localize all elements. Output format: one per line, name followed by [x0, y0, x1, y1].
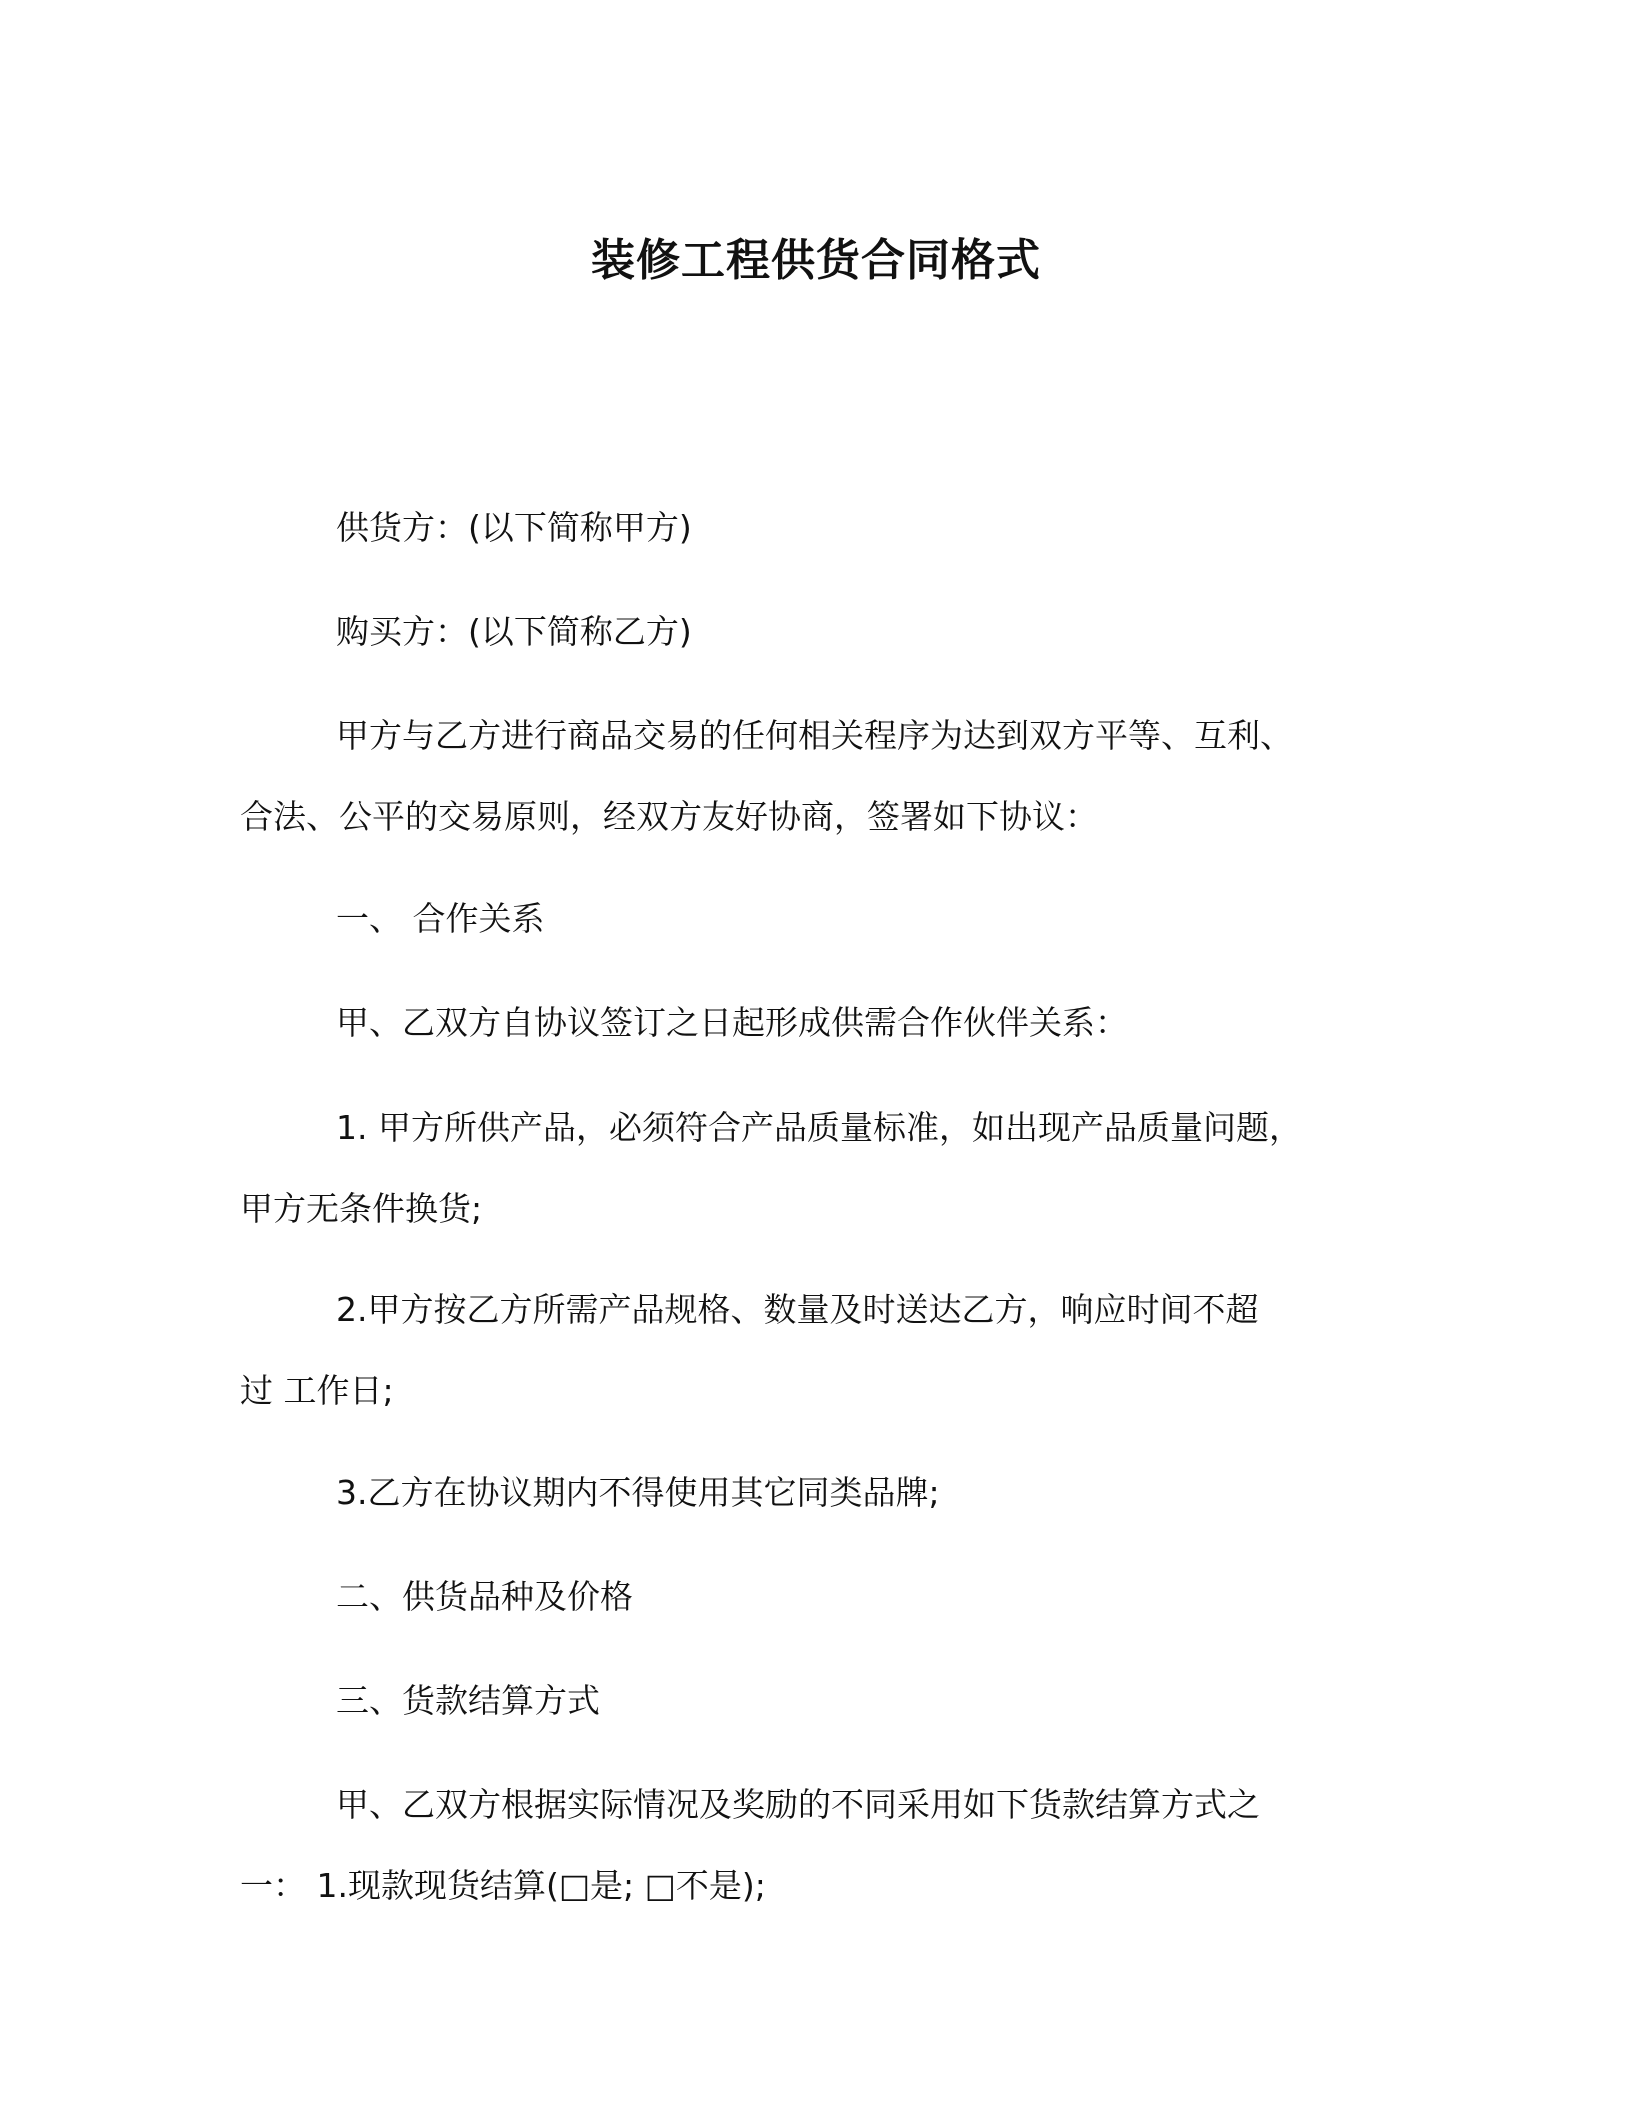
paragraph-line: 购买方：(以下简称乙方) [336, 612, 692, 651]
document-title: 装修工程供货合同格式 [591, 235, 1041, 286]
paragraph-line: 3.乙方在协议期内不得使用其它同类品牌; [336, 1473, 940, 1512]
paragraph-item-3 [240, 1452, 1400, 1533]
paragraph-line: 甲方无条件换货; [240, 1189, 483, 1228]
paragraph-supplier [240, 487, 1400, 568]
paragraph-item-1 [240, 1087, 1400, 1249]
paragraph-line: 甲、乙双方根据实际情况及奖励的不同采用如下货款结算方式之 [336, 1785, 1260, 1824]
paragraph-line: 三、货款结算方式 [336, 1681, 600, 1720]
paragraph-line: 一： 1.现款现货结算(□是; □不是); [240, 1866, 766, 1905]
section-heading-products [240, 1556, 1400, 1637]
paragraph-line: 1. 甲方所供产品，必须符合产品质量标准，如出现产品质量问题， [336, 1108, 1302, 1147]
paragraph-line: 合法、公平的交易原则，经双方友好协商，签署如下协议： [240, 797, 1098, 836]
paragraph-cooperation [240, 982, 1400, 1063]
paragraph-line: 过 工作日; [240, 1371, 394, 1410]
paragraph-item-2 [240, 1269, 1400, 1431]
section-heading-cooperation [240, 878, 1400, 959]
paragraph-line: 甲、乙双方自协议签订之日起形成供需合作伙伴关系： [336, 1003, 1128, 1042]
paragraph-payment [240, 1764, 1400, 1926]
paragraph-buyer [240, 591, 1400, 672]
paragraph-line: 供货方：(以下简称甲方) [336, 508, 692, 547]
paragraph-line: 甲方与乙方进行商品交易的任何相关程序为达到双方平等、互利、 [336, 716, 1293, 755]
paragraph-line: 一、 合作关系 [336, 899, 545, 938]
section-heading-payment [240, 1660, 1400, 1741]
paragraph-line: 二、供货品种及价格 [336, 1577, 633, 1616]
paragraph-line: 2.甲方按乙方所需产品规格、数量及时送达乙方，响应时间不超 [336, 1290, 1259, 1329]
paragraph-intro [240, 695, 1400, 857]
